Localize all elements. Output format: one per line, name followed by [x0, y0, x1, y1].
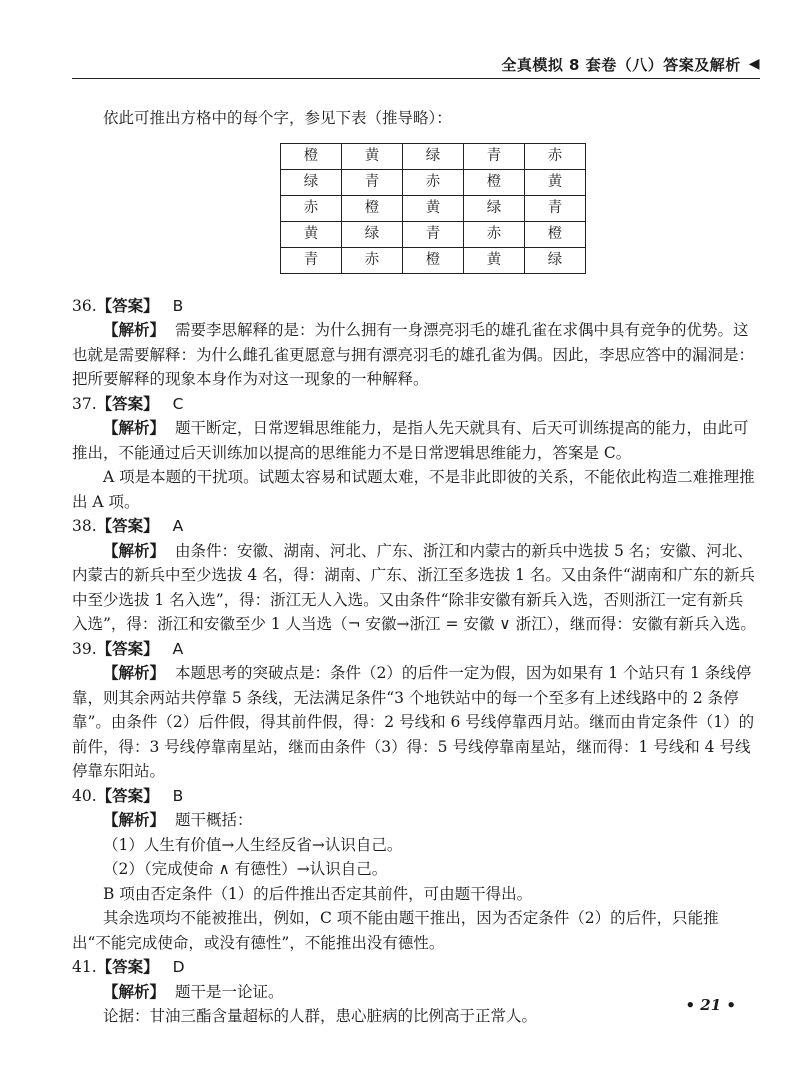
grid-row: [281, 221, 586, 247]
q41-answer: 41.【答案】 D: [72, 957, 185, 976]
grid-cell: 黄: [403, 195, 464, 221]
grid-row: [281, 143, 586, 169]
grid-cell: 青: [403, 221, 464, 247]
q40-line-1: （1）人生有价值→人生经反省→认识自己。: [103, 835, 403, 854]
grid-cell: 绿: [281, 169, 342, 195]
grid-cell: 绿: [464, 195, 525, 221]
grid-cell: 黄: [525, 169, 586, 195]
q36-answer: 36.【答案】 B: [72, 295, 184, 315]
q37-explanation: 【解析】 题干断定，日常逻辑思维能力，是指人先天就具有、后天可训练提高的能力，由此可推出，不能通过后天训练加以提高的思维能力不是日常逻辑思维能力，答案是 C。: [72, 418, 749, 462]
grid-cell: 赤: [281, 195, 342, 221]
q37-answer: 37.【答案】 C: [72, 393, 184, 413]
grid-cell: 赤: [525, 143, 586, 169]
q39-explanation: 【解析】 本题思考的突破点是：条件（2）的后件一定为假，因为如果有 1 个站只有 1 条线停靠，则其余两站共停靠 5 条线，无法满足条件“3 个地铁站中的每一个至多有上述线路中的 2 条停靠”。由条件（2）后件假，得其前件假，得：2 号线和 6 号线停靠西月站。继而由肯定条件（1）的前件，得：3 号线停靠南星站，继而由条件（3）得：5 号线停靠南星站，继而得：1 号线和 4 号线停靠东阳站。: [72, 663, 755, 780]
grid-row: [281, 169, 586, 195]
grid-cell: 青: [464, 143, 525, 169]
q40-para-3: B 项由否定条件（1）的后件推出否定其前件，可由题干得出。: [103, 884, 533, 903]
grid-cell: 橙: [342, 195, 403, 221]
q38-answer: 38.【答案】 A: [72, 516, 184, 535]
q38-explanation: 【解析】 由条件：安徽、湖南、河北、广东、浙江和内蒙古的新兵中选拔 5 名；安徽、河北、内蒙古的新兵中至少选拔 4 名，得：湖南、广东、浙江至多选拔 1 名。又由条件“湖南和广东的新兵中至少选拔 1 名入选”，得：浙江无人入选。又由条件“除非安徽有新兵入选，否则浙江一定有新兵入选”，得：浙江和安徽至少 1 人当选（¬ 安徽→浙江 = 安徽 ∨ 浙江），继而得：安徽有新兵入选。: [72, 540, 756, 633]
q41-explanation: 【解析】 题干是一论证。: [103, 981, 284, 1001]
grid-cell: 橙: [525, 221, 586, 247]
grid-cell: 黄: [464, 247, 525, 273]
color-grid-table: [280, 143, 586, 274]
grid-cell: 绿: [525, 247, 586, 273]
q36-explanation: 【解析】 需要李思解释的是：为什么拥有一身漂亮羽毛的雄孔雀在求偶中具有竞争的优势。这也就是需要解释：为什么雌孔雀更愿意与拥有漂亮羽毛的雄孔雀为偶。因此，李思应答中的漏洞是：把所要解释的现象本身作为对这一现象的一种解释。: [72, 320, 755, 388]
grid-cell: 青: [281, 247, 342, 273]
grid-cell: 绿: [342, 221, 403, 247]
grid-cell: 青: [525, 195, 586, 221]
q40-line-2: （2）（完成使命 ∧ 有德性）→认识自己。: [103, 860, 388, 878]
grid-row: [281, 247, 586, 273]
grid-cell: 青: [342, 169, 403, 195]
grid-cell: 橙: [281, 143, 342, 169]
page-number: • 21 •: [685, 996, 736, 1014]
grid-cell: 橙: [464, 169, 525, 195]
grid-cell: 橙: [403, 247, 464, 273]
q40-answer: 40.【答案】 B: [72, 785, 184, 805]
triangle-marker-icon: ◀: [748, 56, 760, 72]
q39-answer: 39.【答案】 A: [72, 638, 184, 658]
q40-explanation: 【解析】 题干概括：: [103, 810, 253, 829]
header-title: 全真模拟 8 套卷（八）答案及解析: [501, 55, 741, 74]
grid-row: [281, 195, 586, 221]
intro-text: 依此可推出方格中的每个字，参见下表（推导略）：: [103, 109, 452, 127]
q41-para-2: 论据：甘油三酯含量超标的人群，患心脏病的比例高于正常人。: [103, 1007, 538, 1025]
grid-cell: 赤: [464, 221, 525, 247]
grid-cell: 绿: [403, 143, 464, 169]
page-body: [72, 106, 756, 1029]
grid-cell: 黄: [281, 221, 342, 247]
q37-extra: A 项是本题的干扰项。试题太容易和试题太难，不是非此即彼的关系，不能依此构造二难推理推出 A 项。: [72, 468, 755, 511]
grid-cell: 黄: [342, 143, 403, 169]
q40-para-4: 其余选项均不能被推出，例如，C 项不能由题干推出，因为否定条件（2）的后件，只能推出“不能完成使命，或没有德性”，不能推出没有德性。: [72, 909, 719, 952]
grid-cell: 赤: [342, 247, 403, 273]
grid-cell: 赤: [403, 169, 464, 195]
running-header: [72, 50, 760, 79]
